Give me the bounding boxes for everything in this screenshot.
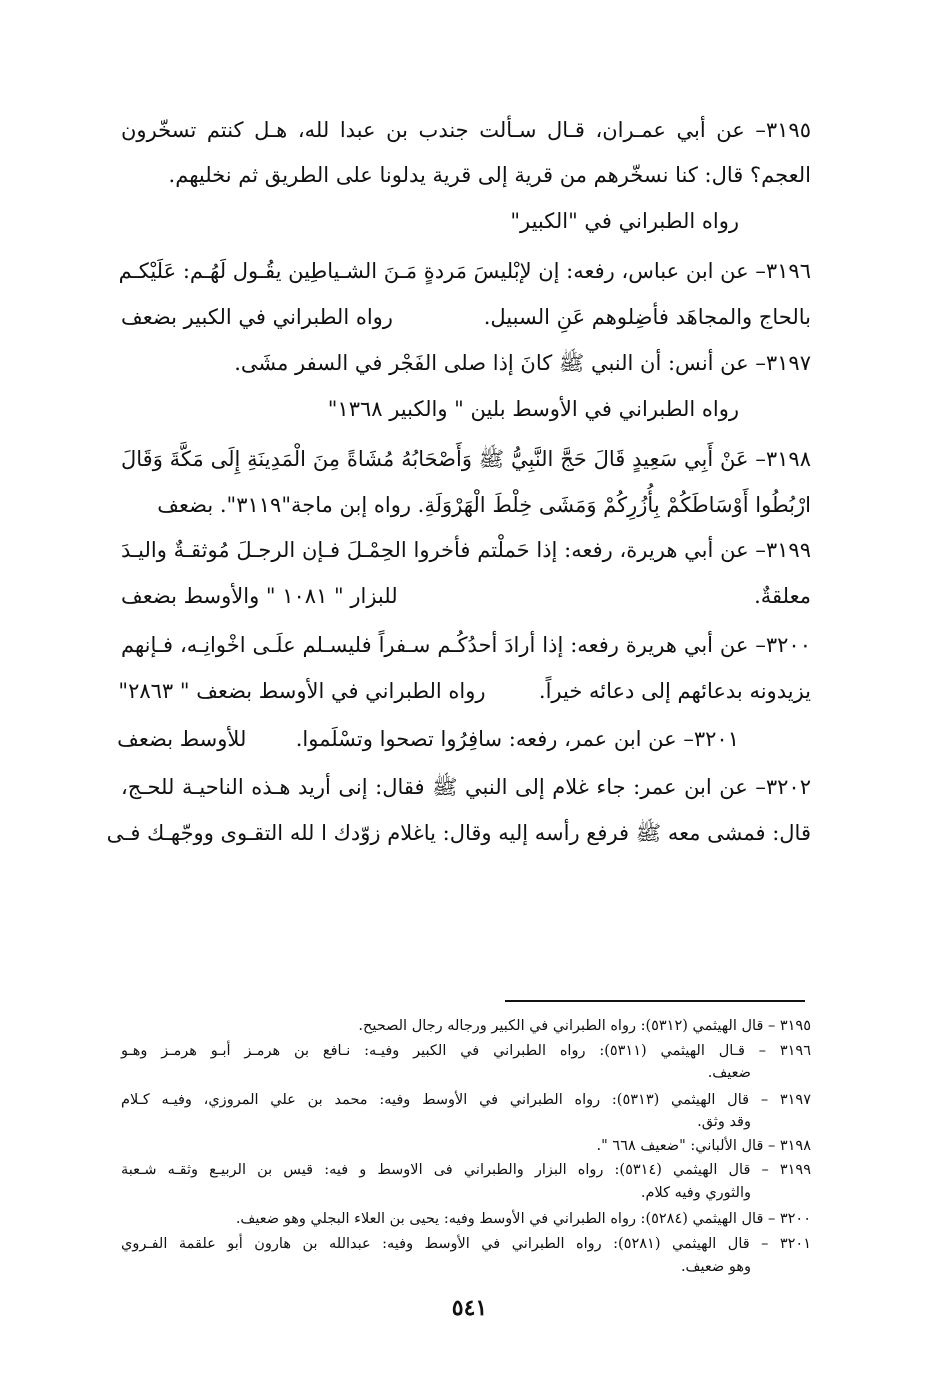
hadith-3195-source: رواه الطبراني في "الكبير"	[510, 209, 739, 233]
footnote-3201-line-1: ٣٢٠١ – قال الهيثمي (٥٢٨١): رواه الطبراني في الأوسط وفيه: عبدالله بن هارون أبو علقمة الفـروي	[121, 1236, 811, 1252]
footnote-3200: ٣٢٠٠ – قال الهيثمي (٥٢٨٤): رواه الطبراني في الأوسط وفيه: يحيى بن العلاء البجلي وهو ضعيف.	[235, 1211, 811, 1227]
footnote-3199-line-2: والثوري وفيه كلام.	[640, 1185, 751, 1201]
footnote-3201-line-2: وهو ضعيف.	[680, 1259, 751, 1275]
hadith-3199-line-2	[121, 581, 811, 611]
hadith-3199-source: للبزار " ١٠٨١ " والأوسط بضعف	[121, 584, 398, 608]
hadith-3196-source: رواه الطبراني في الكبير بضعف	[121, 305, 393, 329]
footnote-3197-line-1: ٣١٩٧ – قال الهيثمي (٥٣١٣): رواه الطبراني في الأوسط وفيه: محمد بن علي المروزي، وفيـه كـلام	[121, 1092, 811, 1108]
hadith-3200-line-1: ٣٢٠٠– عن أبي هريرة رفعه: إذا أرادَ أحدُكُـم سـفراً فليسـلم علَـى اخْوانِـه، فـإنهم	[121, 633, 811, 657]
hadith-3196-line-2	[121, 302, 811, 332]
hadith-3197-line-1: ٣١٩٧– عن أنس: أن النبي ﷺ كانَ إذا صلى الفَجْر في السفر مشَى.	[234, 351, 811, 375]
hadith-3196-text: بالحاج والمجاهَد فأضِلوهم عَنِ السبيل.	[483, 305, 811, 329]
hadith-3198-line-2: ارْبُطُوا أَوْسَاطَكُمْ بِأُزُرِكُمْ وَمَشَى خِلْطَ الْهَرْوَلَةِ. رواه إبن ماجة"٣١١٩". بضعف	[157, 493, 811, 517]
footnote-3199-line-1: ٣١٩٩ – قال الهيثمي (٥٣١٤): رواه البزار والطبراني فى الاوسط و فيه: قيس بن الربيـع وثقـه شـعبة	[121, 1162, 812, 1178]
hadith-3199-text: معلقةٌ.	[754, 584, 811, 608]
hadith-3202-line-1: ٣٢٠٢– عن ابن عمر: جاء غلام إلى النبي ﷺ فقال: إنى أريد هـذه الناحيـة للحـج،	[121, 775, 811, 799]
hadith-3195-line-2: العجم؟ قال: كنا نسخّرهم من قرية إلى قرية يدلونا على الطريق ثم نخليهم.	[168, 163, 811, 187]
hadith-3201-source: للأوسط بضعف	[117, 727, 247, 751]
hadith-3200-line-2	[118, 676, 811, 706]
hadith-3199-line-1: ٣١٩٩– عن أبي هريرة، رفعه: إذا حَملْتم فأخروا الحِمْـلَ فـإن الرجـلَ مُوثقـةٌ واليـدَ	[121, 538, 811, 562]
hadith-3198-line-1: ٣١٩٨– عَنْ أَبِي سَعِيدٍ قَالَ حَجَّ النَّبِيُّ ﷺ وَأَصْحَابُهُ مُشَاةً مِنَ الْمَدِينَةِ إِلَى مَكَّةَ وَقَالَ	[121, 447, 811, 471]
footnote-3195: ٣١٩٥ – قال الهيثمي (٥٣١٢): رواه الطبراني في الكبير ورجاله رجال الصحيح.	[358, 1018, 811, 1034]
hadith-3201-text: ٣٢٠١– عن ابن عمر، رفعه: سافِرُوا تصحوا وتسْلَموا.	[295, 727, 739, 751]
hadith-3202-line-2: قال: فمشى معه ﷺ فرفع رأسه إليه وقال: ياغلام زوّدك ا لله التقـوى ووجّهـك فـى	[106, 821, 811, 845]
hadith-3195-line-1: ٣١٩٥– عن أبي عمـران، قـال سـألت جندب بن عبدا لله، هـل كنتم تسخّرون	[121, 118, 811, 142]
footnote-3198: ٣١٩٨ – قال الألباني: "ضعيف ٦٦٨ ".	[596, 1138, 811, 1154]
footnote-3196-line-2: ضعيف.	[707, 1065, 751, 1081]
footnote-separator	[505, 1000, 805, 1002]
hadith-3201-line-1	[117, 724, 739, 754]
hadith-3196-line-1: ٣١٩٦– عن ابن عباس، رفعه: إن لإبْليسَ مَردةٍ مَـنَ الشـياطِين يقُـول لَهُـم: عَلَيْكـم	[118, 259, 811, 283]
footnote-3197-line-2: وقد وثق.	[697, 1114, 751, 1130]
hadith-3197-source: رواه الطبراني في الأوسط بلين " والكبير ١٣٦٨"	[327, 397, 739, 421]
footnote-3196-line-1: ٣١٩٦ – قـال الهيثمي (٥٣١١): رواه الطبراني في الكبير وفيـه: نـافع بن هرمـز أبـو هرمـز وهـو	[121, 1043, 811, 1059]
page-number: ٥٤١	[451, 1295, 488, 1321]
hadith-3200-source: رواه الطبراني في الأوسط بضعف " ٢٨٦٣"	[118, 679, 486, 703]
hadith-3200-text: يزيدونه بدعائهم إلى دعائه خيراً.	[538, 679, 811, 703]
